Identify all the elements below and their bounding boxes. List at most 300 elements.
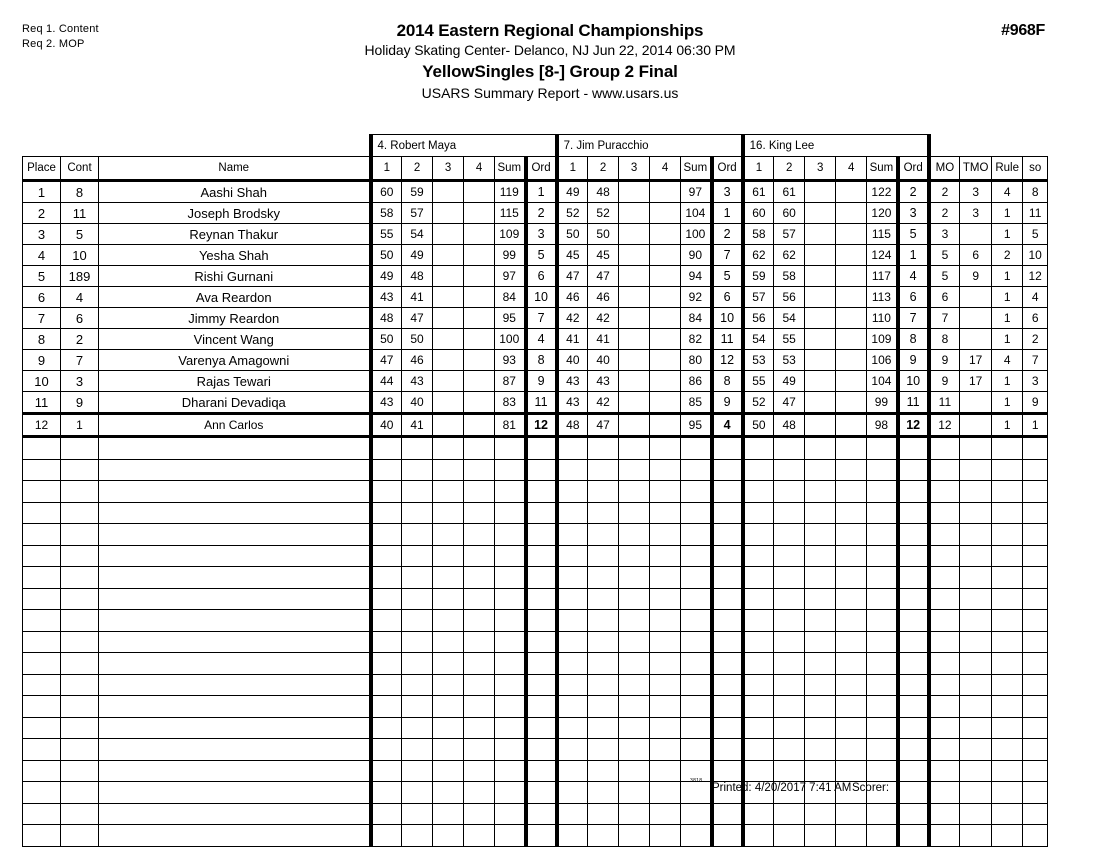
cell-empty [898, 631, 929, 653]
cell-skater-name: Varenya Amagowni [99, 350, 371, 371]
cell-empty [433, 567, 464, 589]
cell-j1-sum: 83 [495, 392, 526, 414]
cell-empty [712, 653, 743, 675]
cell-j1-4 [464, 392, 495, 414]
table-row-empty [23, 588, 1048, 610]
sheet-footer [22, 778, 1036, 800]
cell-empty [805, 588, 836, 610]
footer-serial: 3818 [690, 778, 703, 784]
cell-empty [992, 481, 1023, 503]
table-row-empty [23, 545, 1048, 567]
cell-empty [867, 696, 898, 718]
cell-empty [929, 803, 960, 825]
cell-j1-4 [464, 203, 495, 224]
cell-j2-3 [619, 308, 650, 329]
cell-j3-ord: 10 [898, 371, 929, 392]
cell-empty [681, 437, 712, 460]
cell-empty [650, 481, 681, 503]
cell-so: 8 [1023, 181, 1048, 203]
cell-empty [526, 437, 557, 460]
cell-j1-1: 43 [371, 287, 402, 308]
cell-empty [61, 760, 99, 782]
cell-j3-1: 62 [743, 245, 774, 266]
cell-mo: 11 [929, 392, 960, 414]
cell-empty [495, 588, 526, 610]
table-row [23, 203, 1048, 224]
cell-j3-4 [836, 224, 867, 245]
cell-empty [774, 524, 805, 546]
cell-empty [867, 524, 898, 546]
table-row [23, 392, 1048, 414]
cell-empty [557, 674, 588, 696]
cell-tmo: 6 [960, 245, 992, 266]
cell-j1-3 [433, 224, 464, 245]
table-row [23, 308, 1048, 329]
cell-empty [836, 524, 867, 546]
cell-j2-sum: 95 [681, 414, 712, 437]
cell-j1-1: 47 [371, 350, 402, 371]
cell-empty [99, 437, 371, 460]
cell-j3-3 [805, 245, 836, 266]
cell-j3-ord: 5 [898, 224, 929, 245]
cell-empty [433, 502, 464, 524]
cell-empty [992, 437, 1023, 460]
cell-empty [743, 588, 774, 610]
cell-place: 3 [23, 224, 61, 245]
cell-empty [588, 803, 619, 825]
cell-j2-ord: 12 [712, 350, 743, 371]
cell-j3-sum: 124 [867, 245, 898, 266]
cell-empty [712, 502, 743, 524]
cell-empty [1023, 437, 1048, 460]
cell-empty [681, 825, 712, 847]
cell-j3-4 [836, 287, 867, 308]
cell-empty [557, 588, 588, 610]
cell-empty [371, 696, 402, 718]
cell-place: 2 [23, 203, 61, 224]
cell-empty [371, 502, 402, 524]
event-code: #968F [1001, 22, 1045, 39]
cell-j2-3 [619, 329, 650, 350]
cell-empty [526, 459, 557, 481]
cell-empty [61, 653, 99, 675]
cell-j1-sum: 115 [495, 203, 526, 224]
cell-empty [464, 653, 495, 675]
cell-tmo [960, 308, 992, 329]
table-row [23, 181, 1048, 203]
cell-place: 10 [23, 371, 61, 392]
cell-empty [402, 610, 433, 632]
cell-empty [805, 717, 836, 739]
cell-j2-3 [619, 392, 650, 414]
cell-empty [836, 588, 867, 610]
cell-empty [371, 459, 402, 481]
cell-j3-ord: 1 [898, 245, 929, 266]
cell-empty [1023, 524, 1048, 546]
cell-empty [960, 437, 992, 460]
cell-j3-1: 54 [743, 329, 774, 350]
cell-empty [836, 631, 867, 653]
cell-j2-sum: 94 [681, 266, 712, 287]
cell-empty [774, 696, 805, 718]
cell-j2-4 [650, 287, 681, 308]
cell-empty [743, 760, 774, 782]
cell-empty [23, 803, 61, 825]
cell-empty [774, 653, 805, 675]
cell-j3-3 [805, 308, 836, 329]
cell-j1-1: 58 [371, 203, 402, 224]
report-subtitle: USARS Summary Report - www.usars.us [421, 85, 679, 101]
cell-empty [867, 459, 898, 481]
cell-j2-3 [619, 203, 650, 224]
cell-j2-ord: 3 [712, 181, 743, 203]
cell-empty [898, 437, 929, 460]
cell-empty [1023, 825, 1048, 847]
cell-empty [960, 696, 992, 718]
cell-empty [650, 803, 681, 825]
cell-empty [619, 803, 650, 825]
cell-empty [805, 631, 836, 653]
cell-empty [867, 437, 898, 460]
cell-j2-1: 43 [557, 371, 588, 392]
cell-j1-1: 55 [371, 224, 402, 245]
cell-empty [557, 610, 588, 632]
cell-j3-3 [805, 287, 836, 308]
banner-spacer-right [929, 135, 1048, 157]
cell-j3-2: 48 [774, 414, 805, 437]
cell-j2-4 [650, 350, 681, 371]
cell-j3-2: 61 [774, 181, 805, 203]
cell-cont: 5 [61, 224, 99, 245]
cell-empty [960, 803, 992, 825]
table-row-empty [23, 825, 1048, 847]
cell-skater-name: Yesha Shah [99, 245, 371, 266]
cell-empty [805, 524, 836, 546]
cell-empty [836, 481, 867, 503]
cell-rule: 1 [992, 371, 1023, 392]
cell-empty [712, 674, 743, 696]
cell-rule: 1 [992, 266, 1023, 287]
cell-empty [23, 545, 61, 567]
cell-empty [99, 459, 371, 481]
cell-empty [743, 481, 774, 503]
cell-empty [619, 739, 650, 761]
results-table [22, 134, 1048, 847]
cell-j3-sum: 115 [867, 224, 898, 245]
cell-place: 5 [23, 266, 61, 287]
cell-j1-4 [464, 414, 495, 437]
cell-j3-2: 58 [774, 266, 805, 287]
cell-empty [23, 760, 61, 782]
cell-cont: 11 [61, 203, 99, 224]
cell-empty [402, 567, 433, 589]
table-row-empty [23, 524, 1048, 546]
column-header-j3-3: 3 [805, 157, 836, 181]
cell-empty [526, 567, 557, 589]
cell-so: 7 [1023, 350, 1048, 371]
cell-j2-ord: 9 [712, 392, 743, 414]
requirement-line-2: Req 2. MOP [22, 38, 85, 50]
cell-empty [1023, 803, 1048, 825]
cell-j3-3 [805, 224, 836, 245]
cell-empty [1023, 631, 1048, 653]
cell-empty [867, 825, 898, 847]
cell-j3-4 [836, 245, 867, 266]
cell-empty [898, 825, 929, 847]
cell-empty [681, 567, 712, 589]
cell-empty [619, 481, 650, 503]
cell-empty [495, 502, 526, 524]
cell-rule: 4 [992, 350, 1023, 371]
cell-j2-1: 47 [557, 266, 588, 287]
cell-j3-ord: 9 [898, 350, 929, 371]
cell-empty [867, 760, 898, 782]
cell-j1-1: 50 [371, 245, 402, 266]
cell-empty [774, 825, 805, 847]
cell-mo: 2 [929, 203, 960, 224]
cell-empty [929, 502, 960, 524]
cell-empty [960, 459, 992, 481]
cell-mo: 2 [929, 181, 960, 203]
cell-cont: 7 [61, 350, 99, 371]
cell-empty [960, 610, 992, 632]
cell-empty [23, 502, 61, 524]
cell-empty [23, 696, 61, 718]
cell-j2-1: 45 [557, 245, 588, 266]
cell-empty [836, 459, 867, 481]
cell-tmo [960, 224, 992, 245]
cell-j2-2: 46 [588, 287, 619, 308]
judge-header-3: 16. King Lee [743, 135, 929, 157]
cell-empty [992, 803, 1023, 825]
cell-tmo: 9 [960, 266, 992, 287]
cell-j1-1: 44 [371, 371, 402, 392]
cell-j1-1: 49 [371, 266, 402, 287]
cell-empty [402, 545, 433, 567]
cell-empty [464, 437, 495, 460]
cell-j1-ord: 10 [526, 287, 557, 308]
cell-empty [805, 674, 836, 696]
cell-empty [836, 502, 867, 524]
table-row [23, 414, 1048, 437]
cell-j1-ord: 5 [526, 245, 557, 266]
cell-empty [495, 545, 526, 567]
cell-empty [402, 653, 433, 675]
cell-j2-2: 41 [588, 329, 619, 350]
cell-empty [464, 717, 495, 739]
cell-j3-2: 62 [774, 245, 805, 266]
cell-empty [774, 459, 805, 481]
cell-empty [371, 437, 402, 460]
cell-empty [495, 653, 526, 675]
cell-j1-2: 50 [402, 329, 433, 350]
cell-j3-2: 60 [774, 203, 805, 224]
cell-empty [960, 717, 992, 739]
cell-empty [681, 481, 712, 503]
cell-empty [619, 717, 650, 739]
cell-empty [774, 567, 805, 589]
cell-j1-2: 43 [402, 371, 433, 392]
cell-so: 10 [1023, 245, 1048, 266]
cell-j2-4 [650, 266, 681, 287]
cell-empty [526, 739, 557, 761]
cell-empty [774, 739, 805, 761]
cell-empty [619, 610, 650, 632]
cell-empty [402, 739, 433, 761]
cell-j3-3 [805, 329, 836, 350]
cell-j1-ord: 3 [526, 224, 557, 245]
cell-empty [1023, 502, 1048, 524]
cell-empty [557, 481, 588, 503]
cell-empty [960, 739, 992, 761]
cell-empty [743, 674, 774, 696]
cell-j1-4 [464, 329, 495, 350]
cell-empty [836, 610, 867, 632]
cell-empty [743, 502, 774, 524]
cell-empty [526, 545, 557, 567]
cell-empty [929, 653, 960, 675]
cell-skater-name: Ava Reardon [99, 287, 371, 308]
cell-j1-3 [433, 350, 464, 371]
cell-j3-2: 53 [774, 350, 805, 371]
cell-mo: 6 [929, 287, 960, 308]
cell-empty [99, 545, 371, 567]
cell-j2-3 [619, 287, 650, 308]
cell-empty [743, 803, 774, 825]
cell-j3-4 [836, 266, 867, 287]
cell-empty [712, 631, 743, 653]
cell-empty [681, 739, 712, 761]
cell-j3-2: 56 [774, 287, 805, 308]
cell-empty [619, 760, 650, 782]
cell-skater-name: Reynan Thakur [99, 224, 371, 245]
table-row-empty [23, 437, 1048, 460]
cell-empty [650, 696, 681, 718]
column-header-j2-3: 3 [619, 157, 650, 181]
cell-empty [557, 545, 588, 567]
cell-empty [836, 717, 867, 739]
cell-j2-2: 40 [588, 350, 619, 371]
cell-j2-2: 47 [588, 266, 619, 287]
cell-j2-1: 41 [557, 329, 588, 350]
cell-j2-4 [650, 224, 681, 245]
cell-j3-3 [805, 181, 836, 203]
cell-empty [743, 825, 774, 847]
cell-empty [371, 588, 402, 610]
cell-empty [61, 437, 99, 460]
judge-header-2: 7. Jim Puracchio [557, 135, 743, 157]
cell-empty [712, 825, 743, 847]
cell-empty [898, 696, 929, 718]
cell-j1-sum: 93 [495, 350, 526, 371]
cell-empty [402, 631, 433, 653]
cell-empty [898, 717, 929, 739]
cell-empty [805, 760, 836, 782]
cell-empty [743, 717, 774, 739]
cell-empty [619, 674, 650, 696]
cell-j3-2: 54 [774, 308, 805, 329]
cell-j3-2: 49 [774, 371, 805, 392]
column-header-rule: Rule [992, 157, 1023, 181]
cell-empty [495, 803, 526, 825]
cell-empty [619, 545, 650, 567]
cell-j1-3 [433, 287, 464, 308]
cell-j3-ord: 7 [898, 308, 929, 329]
cell-j1-2: 40 [402, 392, 433, 414]
cell-empty [99, 674, 371, 696]
cell-empty [495, 674, 526, 696]
column-header-tmo: TMO [960, 157, 992, 181]
cell-empty [464, 696, 495, 718]
cell-empty [712, 481, 743, 503]
cell-j1-1: 48 [371, 308, 402, 329]
cell-j2-4 [650, 245, 681, 266]
cell-empty [61, 717, 99, 739]
cell-j3-sum: 120 [867, 203, 898, 224]
cell-j1-ord: 2 [526, 203, 557, 224]
column-header-j2-4: 4 [650, 157, 681, 181]
cell-j3-4 [836, 203, 867, 224]
cell-empty [898, 567, 929, 589]
cell-empty [712, 588, 743, 610]
cell-j2-ord: 7 [712, 245, 743, 266]
cell-empty [992, 588, 1023, 610]
cell-empty [495, 610, 526, 632]
cell-empty [371, 610, 402, 632]
cell-tmo: 3 [960, 203, 992, 224]
cell-cont: 6 [61, 308, 99, 329]
cell-empty [836, 674, 867, 696]
column-header-j3-2: 2 [774, 157, 805, 181]
cell-cont: 189 [61, 266, 99, 287]
scorer-label: Scorer: [852, 782, 890, 794]
cell-cont: 2 [61, 329, 99, 350]
cell-j3-1: 58 [743, 224, 774, 245]
cell-j1-sum: 97 [495, 266, 526, 287]
cell-empty [774, 674, 805, 696]
cell-empty [526, 524, 557, 546]
cell-empty [650, 674, 681, 696]
cell-empty [1023, 545, 1048, 567]
cell-empty [774, 760, 805, 782]
cell-j2-2: 50 [588, 224, 619, 245]
cell-j1-sum: 95 [495, 308, 526, 329]
cell-empty [433, 437, 464, 460]
cell-empty [805, 803, 836, 825]
cell-empty [61, 502, 99, 524]
column-header-j1-sum: Sum [495, 157, 526, 181]
cell-empty [464, 502, 495, 524]
cell-empty [774, 610, 805, 632]
table-row-empty [23, 481, 1048, 503]
cell-empty [402, 524, 433, 546]
cell-empty [712, 610, 743, 632]
cell-j1-3 [433, 181, 464, 203]
cell-empty [99, 717, 371, 739]
cell-j2-2: 42 [588, 392, 619, 414]
cell-empty [929, 825, 960, 847]
cell-empty [526, 481, 557, 503]
cell-tmo [960, 329, 992, 350]
cell-empty [929, 631, 960, 653]
cell-empty [929, 760, 960, 782]
cell-skater-name: Rajas Tewari [99, 371, 371, 392]
table-row [23, 287, 1048, 308]
cell-j3-sum: 122 [867, 181, 898, 203]
cell-empty [402, 502, 433, 524]
cell-j2-sum: 90 [681, 245, 712, 266]
cell-j3-1: 56 [743, 308, 774, 329]
